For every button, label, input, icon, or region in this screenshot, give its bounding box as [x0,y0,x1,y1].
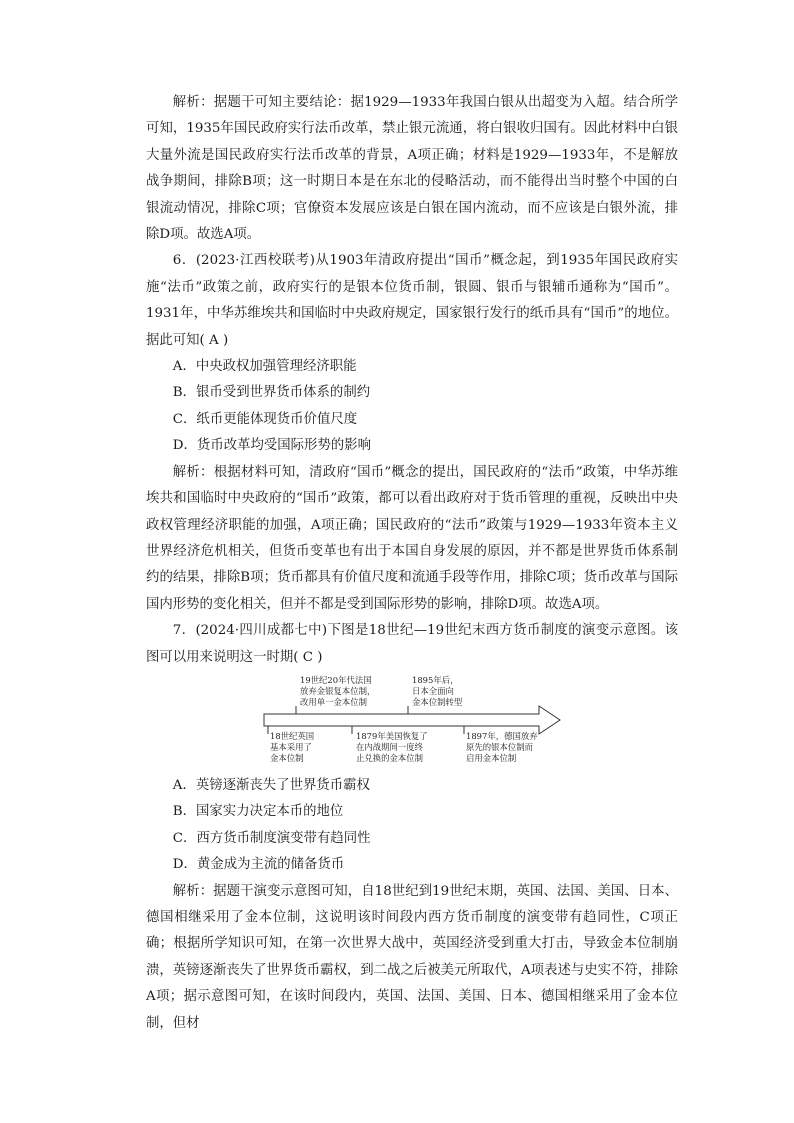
q6-analysis: 解析：根据材料可知，清政府“国币”概念的提出，国民政府的“法币”政策，中华苏维埃共和国临时中央政府的“国币”政策，都可以看出政府对于货币管理的重视，反映出中央政权管理经济职能的加强，A项正确；国民政府的“法币”政策与1929—1933年资本主义世界经济危机相关，但货币变革也有出于本国自身发展的原因，并不都是世界货币体系制约的结果，排除B项；货币都具有价值尺度和流通手段等作用，排除C项；货币改革与国际国内形势的变化相关，但并不都是受到国际形势的影响，排除D项。故选A项。 [146,464,678,612]
q7-stem: 7．(2024·四川成都七中)下图是18世纪—19世纪末西方货币制度的演变示意图。该图可以用来说明这一时期( C ) [146,623,678,665]
timeline-label-france: 19世纪20年代法国 放弃金银复本位制， 改用单一金本位制 [300,674,376,707]
q7-analysis: 解析：据题干演变示意图可知，自18世纪到19世纪末期，英国、法国、美国、日本、德国相继采用了金本位制，这说明该时间段内西方货币制度的演变带有趋同性，C项正确；根据所学知识可知，在第一次世界大战中，英国经济受到重大打击，导致金本位制崩溃，英镑逐渐丧失了世界货币霸权，到二战之后被美元所取代，A项表述与史实不符，排除A项；据示意图可知，在该时间段内，英国、法国、美国、日本、德国相继采用了金本位制，但材 [146,883,678,1031]
timeline-label-britain: 18世纪英国 基本采用了 金本位制 [270,730,315,763]
q6-option-a: A．中央政权加强管理经济职能 [172,359,357,375]
q6-option-d: D．货币改革均受国际形势的影响 [172,438,372,454]
q7-option-c: C．西方货币制度演变带有趋同性 [172,830,371,846]
q6-option-c: C．纸币更能体现货币价值尺度 [172,411,358,427]
q6-option-b: B．银币受到世界货币体系的制约 [172,385,371,401]
q7-option-d: D．黄金成为主流的储备货币 [172,857,345,873]
q7-option-a: A．英镑逐渐丧失了世界货币霸权 [172,777,370,793]
timeline-label-germany: 1897年，德国放弃 原先的银本位制而 启用金本位制 [466,730,538,763]
currency-timeline-diagram [146,675,678,769]
q6-stem: 6．(2023·江西校联考)从1903年清政府提出“国币”概念起，到1935年国民政府实施“法币”政策之前，政府实行的是银本位货币制，银圆、银币与银辅币通称为“国币”。1931年，中华苏维埃共和国临时中央政府规定，国家银行发行的纸币具有“国币”的地位。据此可知( A ) [146,253,678,348]
document-body [146,90,678,1037]
timeline-label-usa: 1879年美国恢复了 在内战期间一度终 止兑换的金本位制 [356,730,428,763]
q7-option-b: B．国家实力决定本币的地位 [172,804,344,820]
q5-analysis: 解析：据题干可知主要结论：据1929—1933年我国白银从出超变为入超。结合所学可知，1935年国民政府实行法币改革，禁止银元流通，将白银收归国有。因此材料中白银大量外流是国民政府实行法币改革的背景，A项正确；材料是1929—1933年，不是解放战争期间，排除B项；这一时期日本是在东北的侵略活动，而不能得出当时整个中国的白银流动情况，排除C项；官僚资本发展应该是白银在国内流动，而不应该是白银外流，排除D项。故选A项。 [146,95,678,243]
timeline-label-japan: 1895年后， 日本全面向 金本位制转型 [412,674,463,707]
